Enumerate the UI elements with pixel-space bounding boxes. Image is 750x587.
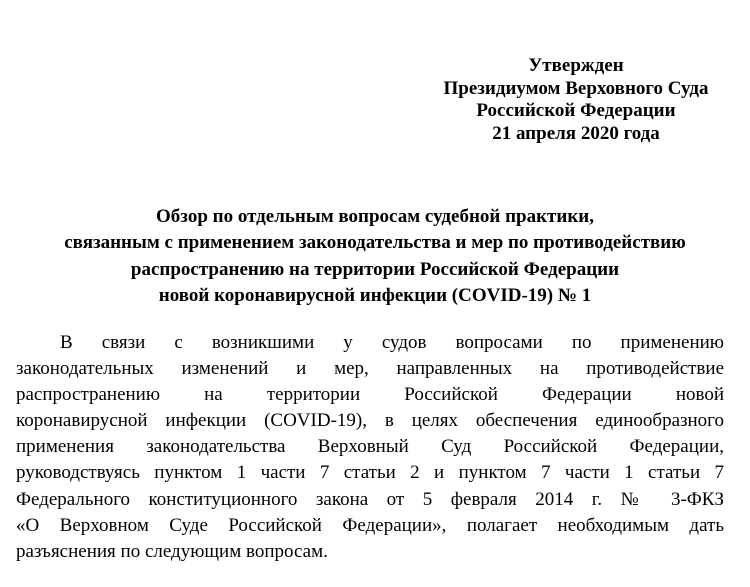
body-line: применения законодательства Верховный Суд Российской Федерации,: [16, 436, 724, 458]
body-line: законодательных изменений и мер, направленных на противодействие: [16, 358, 724, 380]
approval-block: [400, 55, 750, 145]
approval-line: Утвержден: [528, 55, 624, 76]
approval-line: Президиумом Верховного Суда: [443, 77, 709, 99]
body-line: разъяснения по следующим вопросам.: [16, 540, 328, 562]
body-line: руководствуясь пунктом 1 части 7 статьи 2 и пунктом 7 части 1 статьи 7: [16, 462, 724, 484]
body-line: В связи с возникшими у судов вопросами по применению: [60, 332, 724, 353]
title-line: новой коронавирусной инфекции (COVID-19) № 1: [158, 285, 592, 307]
title-line: распространению на территории Российской Федерации: [130, 258, 620, 280]
title-line: Обзор по отдельным вопросам судебной практики,: [156, 206, 594, 227]
title-line: связанным с применением законодательства и мер по противодействию: [64, 232, 686, 254]
body-line: Федерального конституционного закона от 5 февраля 2014 г. № 3-ФКЗ: [16, 488, 724, 510]
body-line: распространению на территории Российской Федерации новой: [16, 384, 724, 406]
body-line: коронавирусной инфекции (COVID-19), в целях обеспечения единообразного: [16, 410, 724, 432]
approval-date: 21 апреля 2020 года: [492, 122, 660, 144]
body-paragraph: [16, 330, 724, 565]
body-line: «О Верховном Суде Российской Федерации», полагает необходимым дать: [16, 514, 724, 536]
approval-line: Российской Федерации: [476, 100, 676, 122]
document-title: [0, 204, 750, 310]
